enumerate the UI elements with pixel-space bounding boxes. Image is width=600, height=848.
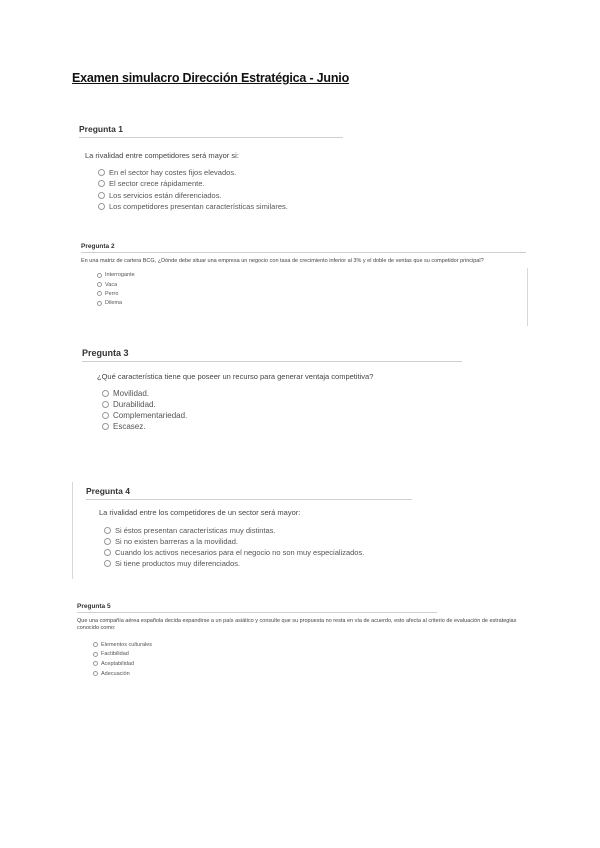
- question-1-text: La rivalidad entre competidores será mayor si:: [85, 151, 239, 160]
- radio-button[interactable]: [98, 192, 105, 199]
- radio-button[interactable]: [102, 423, 109, 430]
- question-1-option-3[interactable]: [98, 189, 343, 201]
- radio-button[interactable]: [97, 282, 102, 287]
- radio-button[interactable]: [97, 301, 102, 306]
- question-2-option-1[interactable]: [97, 271, 526, 280]
- question-2-frame-border: [527, 268, 528, 326]
- option-label: Si éstos presentan características muy distintas.: [115, 525, 276, 535]
- radio-button[interactable]: [98, 180, 105, 187]
- option-label: Interrogante: [105, 272, 135, 279]
- question-5-option-1[interactable]: [93, 640, 517, 650]
- question-3-option-3[interactable]: [102, 410, 462, 421]
- radio-button[interactable]: [98, 169, 105, 176]
- radio-button[interactable]: [93, 661, 98, 666]
- radio-button[interactable]: [104, 560, 111, 567]
- option-label: Durabilidad.: [113, 399, 156, 409]
- radio-button[interactable]: [104, 538, 111, 545]
- document-title: Examen simulacro Dirección Estratégica - Junio: [72, 71, 350, 85]
- option-label: Adecuación: [101, 670, 130, 677]
- option-label: Dilema: [105, 300, 123, 307]
- question-3-option-2[interactable]: [102, 399, 462, 410]
- question-3-text: ¿Qué característica tiene que poseer un recurso para generar ventaja competitiva?: [97, 372, 374, 381]
- option-label: Factibilidad: [101, 651, 129, 658]
- question-3-header: Pregunta 3: [82, 348, 462, 362]
- question-4-option-4[interactable]: [104, 558, 412, 569]
- question-2-option-4[interactable]: [97, 298, 526, 307]
- question-5-option-4[interactable]: [93, 669, 517, 679]
- question-4-frame-border: [72, 482, 73, 579]
- question-5: [77, 603, 517, 679]
- question-2-option-3[interactable]: [97, 289, 526, 298]
- question-1-header: Pregunta 1: [79, 124, 343, 138]
- option-label: Complementariedad.: [113, 411, 188, 421]
- question-2: [81, 243, 526, 308]
- option-label: Los servicios están diferenciados.: [109, 190, 222, 200]
- question-4-header: Pregunta 4: [86, 486, 412, 500]
- question-1: [79, 124, 343, 212]
- radio-button[interactable]: [93, 671, 98, 676]
- option-label: Si no existen barreras a la movilidad.: [115, 536, 238, 546]
- option-label: Movilidad.: [113, 388, 150, 398]
- radio-button[interactable]: [104, 527, 111, 534]
- option-label: Los competidores presentan características similares.: [109, 202, 288, 212]
- radio-button[interactable]: [98, 203, 105, 210]
- option-label: Si tiene productos muy diferenciados.: [115, 559, 241, 569]
- question-5-header: Pregunta 5: [77, 603, 437, 613]
- question-5-option-2[interactable]: [93, 649, 517, 659]
- radio-button[interactable]: [104, 549, 111, 556]
- question-4: [86, 486, 412, 570]
- question-1-option-2[interactable]: [98, 178, 343, 190]
- question-4-option-2[interactable]: [104, 536, 412, 547]
- question-4-option-3[interactable]: [104, 547, 412, 558]
- option-label: En el sector hay costes fijos elevados.: [109, 167, 237, 177]
- option-label: Escasez.: [113, 422, 146, 432]
- question-2-text: En una matriz de cartera BCG, ¿Dónde debe situar una empresa un negocio con tasa de crecimiento inferior al 3% y el doble de ventas que su competidor principal?: [81, 258, 484, 264]
- option-label: Vaca: [105, 281, 118, 288]
- option-label: Cuando los activos necesarios para el negocio no son muy especializados.: [115, 548, 365, 558]
- radio-button[interactable]: [93, 642, 98, 647]
- question-3: [82, 348, 462, 433]
- radio-button[interactable]: [97, 273, 102, 278]
- question-2-header: Pregunta 2: [81, 243, 526, 253]
- question-2-option-2[interactable]: [97, 280, 526, 289]
- radio-button[interactable]: [93, 652, 98, 657]
- question-3-option-4[interactable]: [102, 421, 462, 432]
- question-1-option-4[interactable]: [98, 201, 343, 213]
- radio-button[interactable]: [102, 401, 109, 408]
- question-4-text: La rivalidad entre los competidores de un sector será mayor:: [99, 508, 301, 517]
- question-3-option-1[interactable]: [102, 387, 462, 398]
- option-label: Elementos culturales: [101, 641, 153, 648]
- option-label: Aceptabilidad: [101, 660, 135, 667]
- option-label: El sector crece rápidamente.: [109, 179, 205, 189]
- question-5-text: Que una compañía aérea española decida expandirse a un país asiático y consulte que su propuesta no resta en vía de acuerdo, esto afecta al criterio de evaluación de estrategias conocido como:: [77, 618, 517, 631]
- question-5-option-3[interactable]: [93, 659, 517, 669]
- option-label: Perro: [105, 290, 119, 297]
- radio-button[interactable]: [102, 412, 109, 419]
- question-1-option-1[interactable]: [98, 166, 343, 178]
- radio-button[interactable]: [97, 291, 102, 296]
- radio-button[interactable]: [102, 390, 109, 397]
- question-4-option-1[interactable]: [104, 524, 412, 535]
